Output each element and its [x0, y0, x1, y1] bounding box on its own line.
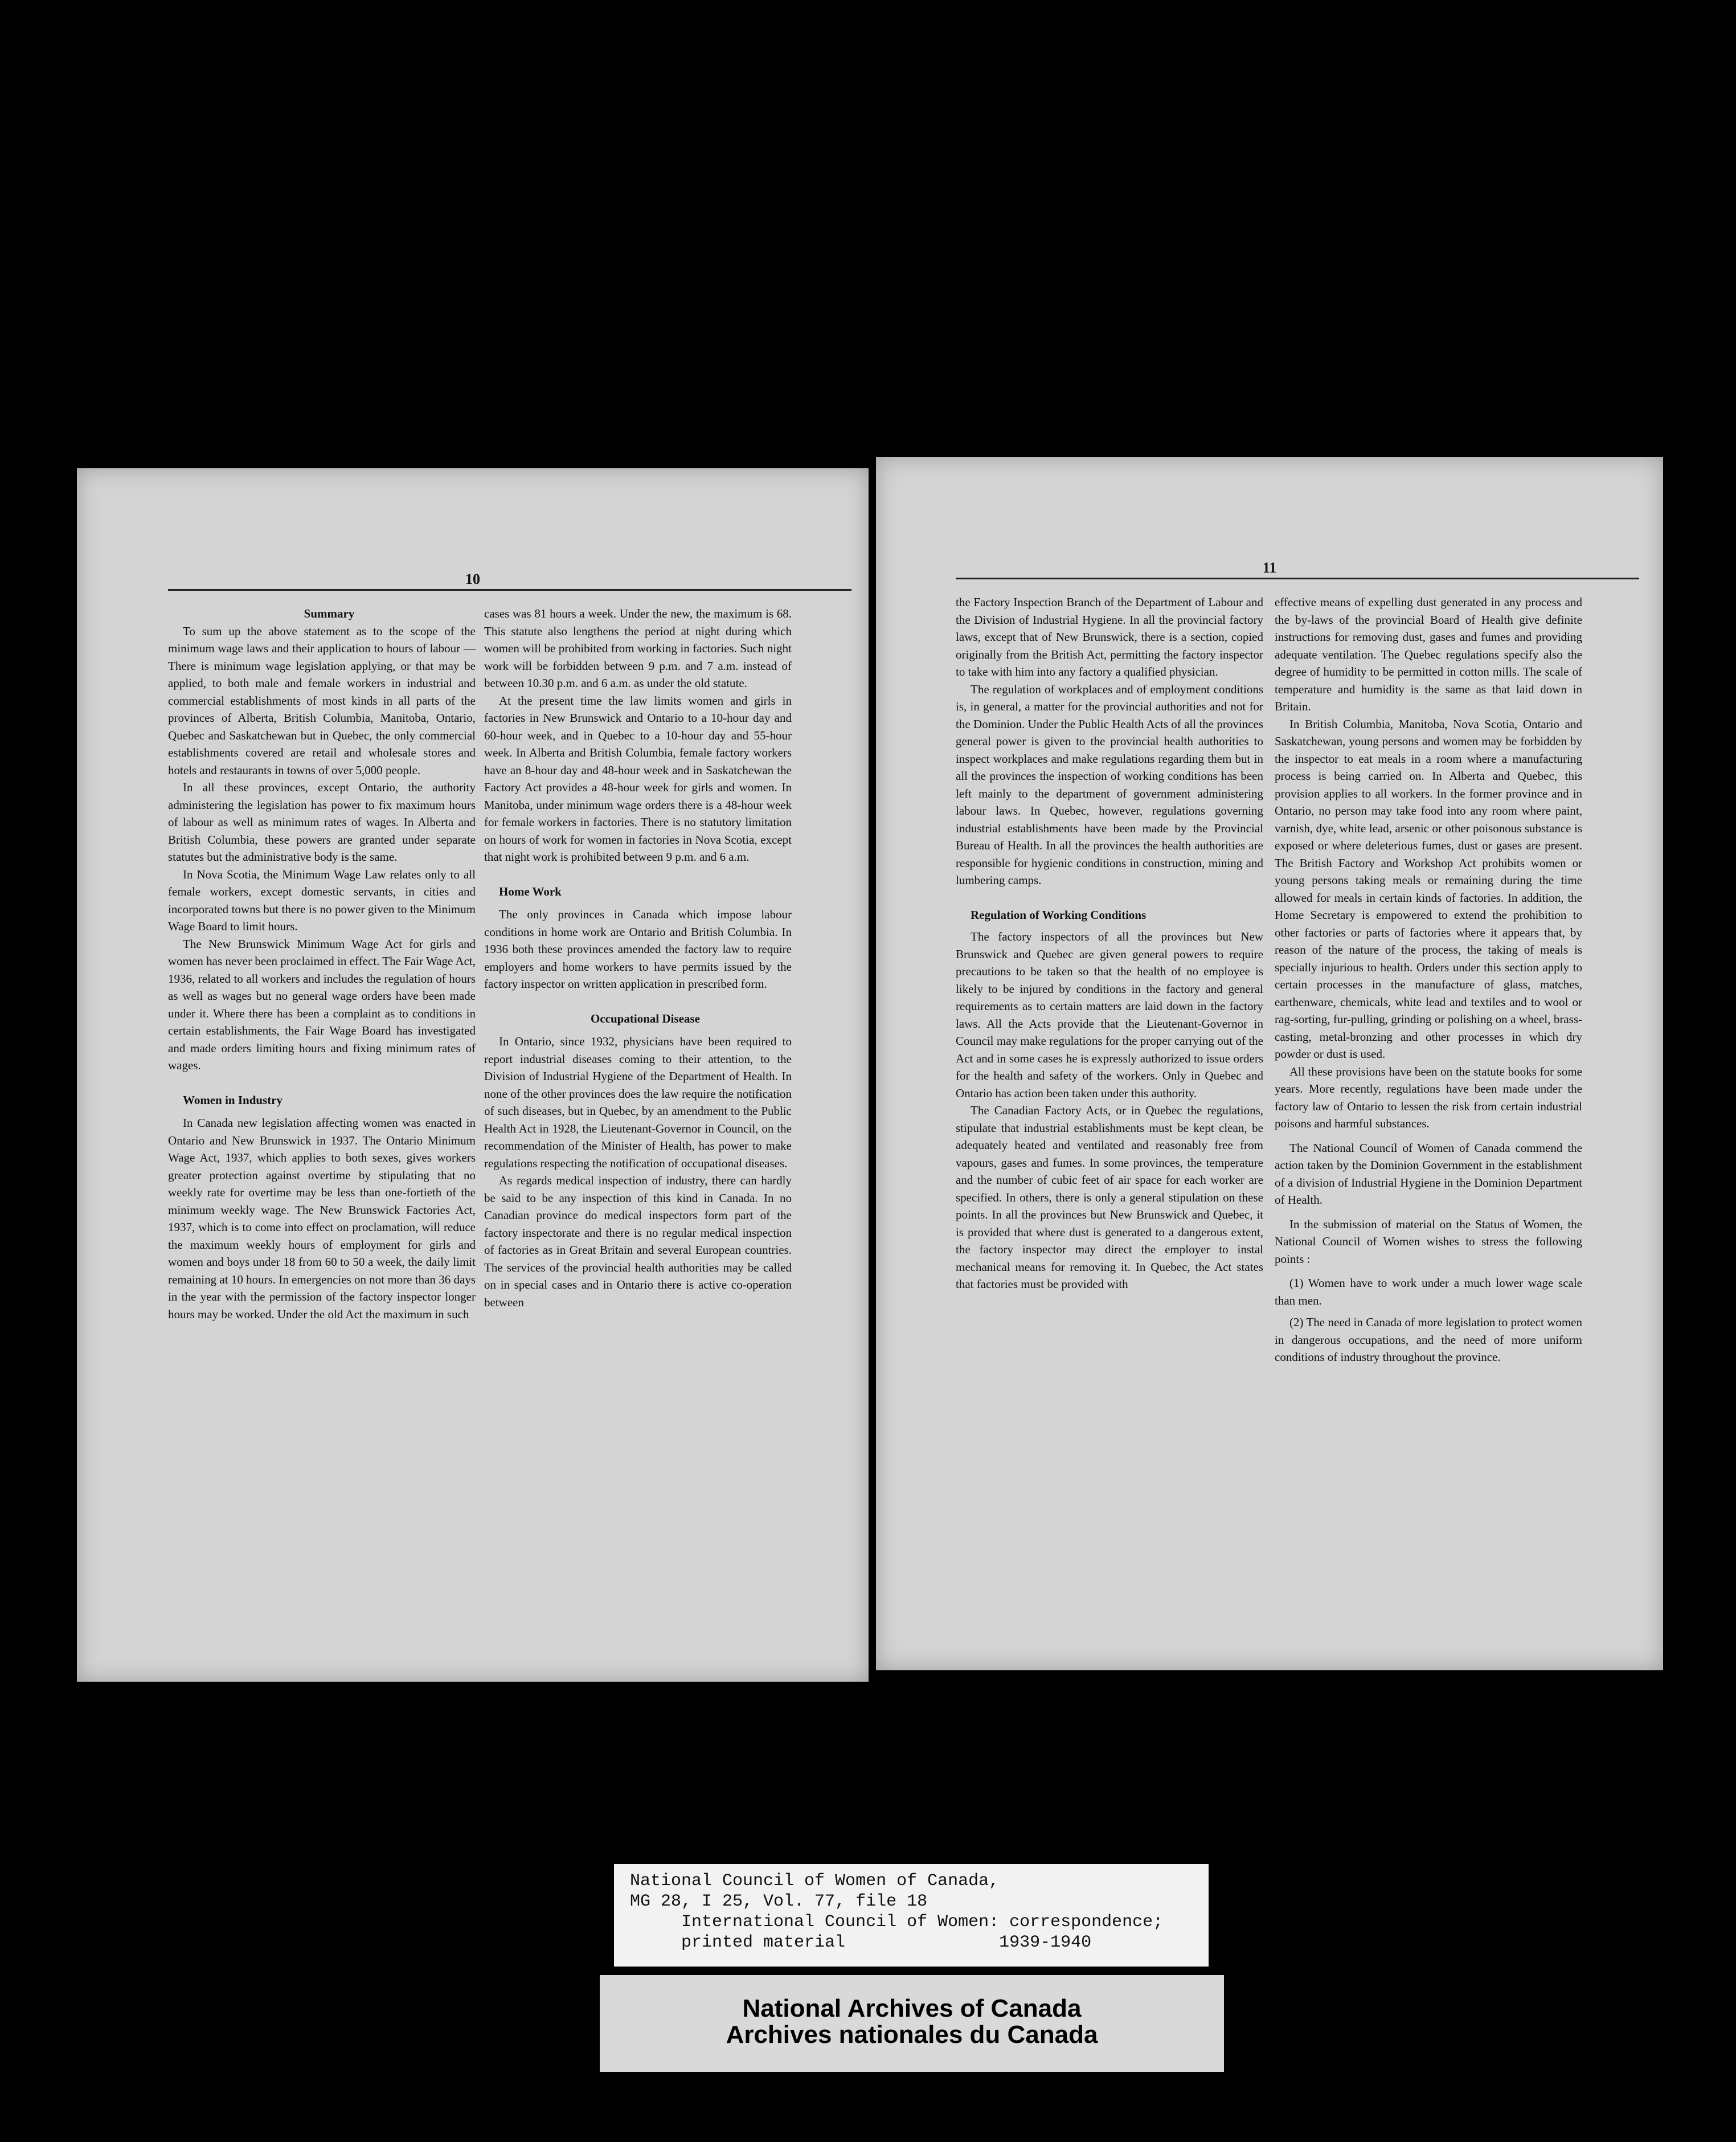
archive-name-fr: Archives nationales du Canada: [726, 2021, 1098, 2049]
right-column-2: [1275, 594, 1582, 1366]
right-page: [876, 457, 1663, 1670]
left-column-1: [168, 605, 476, 1323]
archive-stamp: [600, 1975, 1224, 2072]
paragraph: The regulation of workplaces and of employment conditions is, in general, a matter for the provincial authorities and not for the Dominion. Under the Public Health Acts of all the provinces general power is given to the provincial health authorities to inspect workplaces and make regulations regarding them but in all the provinces the inspection of working conditions has been left mainly to the department of government administering labour laws. In Quebec, however, regulations governing industrial establishments have been made by the Provincial Bureau of Health. In all the provinces the health authorities are responsible for hygienic conditions in construction, mining and lumbering camps.: [956, 682, 1263, 887]
paragraph: In British Columbia, Manitoba, Nova Scotia, Ontario and Saskatchewan, young persons and women may be forbidden by the inspector to eat meals in a room where a manufacturing process is being carried on. In Alberta and Quebec, this provision applies to all workers. In the former province and in Ontario, no person may take food into any room where paint, varnish, dye, white lead, arsenic or other poisonous substance is exposed or where deleterious fumes, dust or gases are present. The British Factory and Workshop Act prohibits women or young persons taking meals or remaining during the time allowed for meals in certain kinds of factories. In addition, the Home Secretary is empowered to extend the prohibition to other factories or parts of factories where it appears that, by reason of the nature of the process, the taking of meals is specially injurious to health. Orders under this section apply to certain processes in the manufacture of glass, matches, earthenware, chemicals, white lead and textiles and to wool or rag-sorting, fur-pulling, grinding or polishing on a wheel, brass-casting, metal-bronzing and other processes in which dry powder or dust is used.: [1275, 717, 1582, 1061]
paragraph: To sum up the above statement as to the scope of the minimum wage laws and their application to hours of labour — There is minimum wage legislation applying, or that may be applied, to both male and female workers in industrial and commercial establishments of most kinds in all parts of the provinces of Alberta, British Columbia, Manitoba, Ontario, Quebec and Saskatchewan but in Quebec, the only commercial establishments covered are retail and wholesale stores and hotels and restaurants in towns of over 5,000 people.: [168, 624, 476, 777]
section-heading: Women in Industry: [183, 1093, 283, 1107]
paragraph: The Canadian Factory Acts, or in Quebec the regulations, stipulate that industrial establishments must be kept clean, be adequately heated and ventilated and reasonably free from vapours, gases and fumes. In some provinces, the temperature and the number of cubic feet of air space for each worker are specified. In others, there is only a general stipulation on these points. In all the provinces but New Brunswick and Quebec, it is provided that where dust is generated to a dangerous extent, the factory inspector may direct the employer to instal mechanical means for removing it. In Quebec, the Act states that factories must be provided with: [956, 1103, 1263, 1291]
paragraph: All these provisions have been on the statute books for some years. More recently, regulations have been made under the factory law of Ontario to lessen the risk from certain industrial poisons and harmful substances.: [1275, 1064, 1582, 1130]
page-number: 11: [1262, 559, 1277, 576]
section-heading: Occupational Disease: [591, 1011, 700, 1025]
paragraph: In Canada new legislation affecting women was enacted in Ontario and New Brunswick in 1937. The Ontario Minimum Wage Act, 1937, which applies to both sexes, gives workers greater protection against overtime by stipulating that no weekly rate for overtime may be less than one-fortieth of the minimum weekly wage. The New Brunswick Factories Act, 1937, which is to come into effect on proclamation, will reduce the maximum weekly hours of employment for girls and women and boys under 18 from 60 to 50 a week, the daily limit remaining at 10 hours. In emergencies on not more than 36 days in the year with the permission of the factory inspector longer hours may be worked. Under the old Act the maximum in such: [168, 1116, 476, 1321]
section-heading: Regulation of Working Conditions: [971, 908, 1147, 922]
paragraph: In all these provinces, except Ontario, the authority administering the legislation has power to fix maximum hours of labour as well as minimum rates of wages. In Alberta and British Columbia, these powers are granted under separate statutes but the administrative body is the same.: [168, 780, 476, 864]
label-line: printed material 1939-1940: [630, 1933, 1092, 1952]
label-line: National Council of Women of Canada,: [630, 1871, 1000, 1891]
page-number: 10: [465, 571, 480, 587]
left-page: [77, 468, 869, 1682]
paragraph: At the present time the law limits women and girls in factories in New Brunswick and Ontario to a 10-hour day and 60-hour week, and in Quebec to a 10-hour day and 55-hour week. In Alberta and British Columbia, female factory workers have an 8-hour day and 48-hour week and in Saskatchewan the Factory Act provides a 48-hour week for girls and women. In Manitoba, under minimum wage orders there is a 48-hour week for female workers in factories. There is no statutory limitation on hours of work for women in factories in Nova Scotia, except that night work is prohibited between 9 p.m. and 6 a.m.: [484, 693, 792, 864]
paragraph: The National Council of Women of Canada commend the action taken by the Dominion Government in the establishment of a division of Industrial Hygiene in the Dominion Department of Health.: [1275, 1141, 1582, 1207]
paragraph: the Factory Inspection Branch of the Department of Labour and the Division of Industrial Hygiene. In all the provincial factory laws, except that of New Brunswick, there is a section, copied originally from the British Act, permitting the factory inspector to take with him into any factory a qualified physician.: [956, 595, 1263, 678]
left-column-2: [484, 605, 792, 1311]
section-heading: Home Work: [499, 884, 562, 898]
paragraph: The New Brunswick Minimum Wage Act for girls and women has never been proclaimed in effect. The Fair Wage Act, 1936, related to all workers and includes the regulation of hours as well as wages but no general wage orders have been made under it. Where there has been a complaint as to conditions in certain establishments, the Fair Wage Board has investigated and made orders limiting hours and fixing minimum rates of wages.: [168, 937, 476, 1072]
list-item: (1) Women have to work under a much lower wage scale than men.: [1275, 1276, 1582, 1307]
paragraph: The factory inspectors of all the provinces but New Brunswick and Quebec are given general powers to require precautions to be taken so that the health of no employee is likely to be injured by conditions in the factory and general requirements as to certain matters are laid down in the factory laws. All the Acts provide that the Lieutenant-Governor in Council may make regulations for the proper carrying out of the Act and in some cases he is expressly authorized to issue orders for the health and safety of the workers. Only in Quebec and Ontario has action been taken under this authority.: [956, 930, 1263, 1100]
header-rule: [956, 578, 1639, 579]
paragraph: As regards medical inspection of industry, there can hardly be said to be any inspection of this kind in Canada. In no Canadian province do medical inspectors form part of the factory inspectorate and there is no regular medical inspection of factories as in Great Britain and several European countries. The services of the provincial health authorities may be called on in special cases and in Ontario there is active co-operation between: [484, 1174, 792, 1309]
label-line: MG 28, I 25, Vol. 77, file 18: [630, 1892, 928, 1911]
label-line: International Council of Women: correspondence;: [630, 1912, 1164, 1932]
archive-file-label: [614, 1864, 1209, 1967]
paragraph: In Nova Scotia, the Minimum Wage Law relates only to all female workers, except domestic servants, in cities and incorporated towns but there is no power given to the Minimum Wage Board to limit hours.: [168, 867, 476, 933]
list-item: (2) The need in Canada of more legislation to protect women in dangerous occupations, and the need of more uniform conditions of industry throughout the province.: [1275, 1315, 1582, 1364]
paragraph: effective means of expelling dust generated in any process and the by-laws of the provincial Board of Health give definite instructions for removing dust, gases and fumes and providing adequate ventilation. The Quebec regulations specify also the degree of humidity to be permitted in cotton mills. The scale of temperature and humidity is the same as that laid down in Britain.: [1275, 595, 1582, 713]
right-column-1: [956, 594, 1263, 1293]
paragraph: In the submission of material on the Status of Women, the National Council of Women wishes to stress the following points :: [1275, 1217, 1582, 1266]
section-heading: Summary: [304, 607, 355, 620]
paragraph: cases was 81 hours a week. Under the new, the maximum is 68. This statute also lengthens the period at night during which women will be prohibited from working in factories. Such night work will be forbidden between 9 p.m. and 7 a.m. instead of between 10.30 p.m. and 6 a.m. as under the old statute.: [484, 607, 792, 690]
paragraph: In Ontario, since 1932, physicians have been required to report industrial diseases coming to their attention, to the Division of Industrial Hygiene of the Department of Health. In none of the other provinces does the law require the notification of such diseases, but in Quebec, by an amendment to the Public Health Act in 1928, the Lieutenant-Governor in Council, on the recommendation of the Minister of Health, has power to make regulations respecting the notification of occupational diseases.: [484, 1035, 792, 1170]
archive-name-en: National Archives of Canada: [742, 1994, 1082, 2022]
header-rule: [168, 589, 851, 591]
paragraph: The only provinces in Canada which impose labour conditions in home work are Ontario and British Columbia. In 1936 both these provinces amended the factory law to require employers and home workers to have permits issued by the factory inspector on written application in prescribed form.: [484, 908, 792, 991]
